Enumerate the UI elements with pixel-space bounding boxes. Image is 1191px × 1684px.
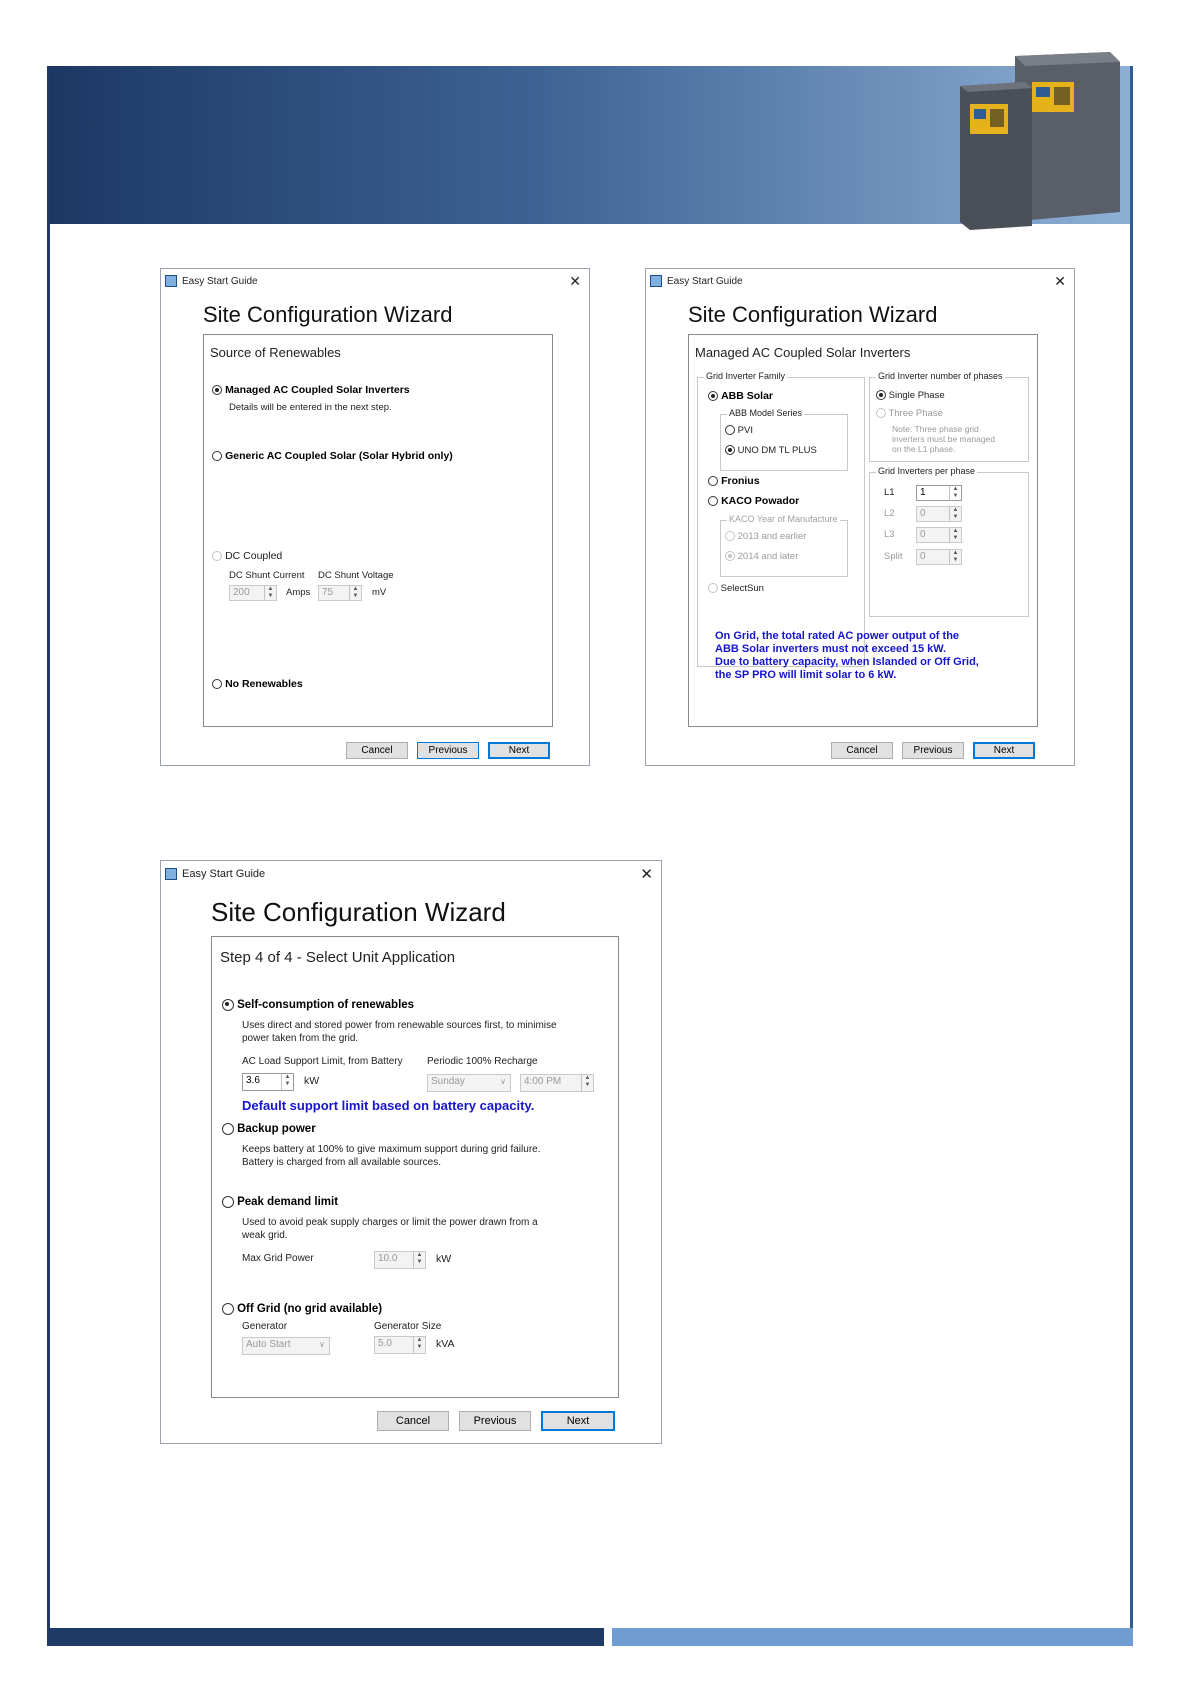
option-abb-solar[interactable]	[708, 390, 773, 402]
radio-disabled-icon	[725, 531, 735, 541]
wizard-heading: Site Configuration Wizard	[203, 302, 453, 327]
periodic-time-stepper	[520, 1074, 594, 1092]
kw-unit: kW	[304, 1075, 320, 1087]
option-pvi[interactable]	[725, 425, 753, 436]
input-value: 0	[920, 508, 926, 519]
warning-line: the SP PRO will limit solar to 6 kW.	[715, 669, 897, 681]
close-icon[interactable]: ✕	[1054, 272, 1066, 289]
option-label: Fronius	[721, 475, 760, 487]
group-label: KACO Year of Manufacture	[729, 514, 838, 524]
dc-shunt-voltage-label: DC Shunt Voltage	[318, 570, 394, 581]
input-value: 10.0	[378, 1253, 398, 1264]
option-peak-demand-limit[interactable]	[222, 1196, 338, 1208]
input-value: 3.6	[246, 1075, 260, 1086]
solar-limit-warning	[715, 630, 979, 682]
desc-line: power taken from the grid.	[242, 1033, 359, 1044]
sp-pro-inverter-image	[950, 52, 1130, 232]
group-label: ABB Model Series	[729, 408, 803, 418]
previous-button[interactable]: Previous	[902, 742, 964, 759]
option-label: 2013 and earlier	[737, 531, 807, 542]
warning-line: Due to battery capacity, when Islanded or Off Grid,	[715, 656, 979, 668]
spinner-arrows-icon: ▲ ▼	[949, 550, 961, 564]
spinner-arrows-icon: ▲ ▼	[949, 528, 961, 542]
radio-icon[interactable]	[725, 425, 735, 435]
group-label: Grid Inverter number of phases	[878, 371, 1003, 381]
option-label: No Renewables	[225, 678, 303, 690]
option-label: ABB Solar	[721, 390, 773, 402]
dc-shunt-current-input	[229, 585, 277, 601]
panel-title: Source of Renewables	[210, 345, 341, 360]
option-label: DC Coupled	[225, 550, 283, 562]
next-button[interactable]: Next	[973, 742, 1035, 759]
default-support-note: Default support limit based on battery capacity.	[242, 1098, 535, 1113]
footer-bar-right	[612, 1628, 1133, 1646]
generator-select	[242, 1337, 330, 1355]
cancel-button[interactable]: Cancel	[377, 1411, 449, 1431]
app-icon	[165, 275, 177, 287]
generator-size-stepper	[374, 1336, 426, 1354]
window-title: Easy Start Guide	[182, 275, 258, 287]
radio-icon[interactable]	[222, 1303, 234, 1315]
phases-group	[869, 371, 1029, 462]
title-bar	[161, 861, 661, 887]
max-grid-power-stepper	[374, 1251, 426, 1269]
desc-line: Battery is charged from all available sources.	[242, 1157, 441, 1168]
previous-button[interactable]: Previous	[459, 1411, 531, 1431]
option-fronius[interactable]	[708, 475, 760, 487]
spinner-arrows-icon[interactable]: ▲ ▼	[281, 1074, 293, 1090]
input-value: 0	[920, 529, 926, 540]
option-managed-ac[interactable]	[212, 384, 410, 396]
option-label: KACO Powador	[721, 495, 800, 507]
generator-size-label: Generator Size	[374, 1321, 442, 1332]
mv-unit: mV	[372, 587, 387, 598]
app-icon	[165, 868, 177, 880]
option-kaco-powador[interactable]	[708, 495, 799, 507]
chevron-down-icon: ∨	[500, 1077, 506, 1086]
spinner-arrows-icon: ▲ ▼	[413, 1337, 425, 1353]
option-off-grid[interactable]	[222, 1303, 382, 1315]
wizard-dialog-unit-application	[160, 860, 662, 1444]
footer-bar-left	[47, 1628, 604, 1646]
app-icon	[650, 275, 662, 287]
option-label: Self-consumption of renewables	[237, 999, 415, 1011]
option-label: Managed AC Coupled Solar Inverters	[225, 384, 410, 396]
max-grid-kw-unit: kW	[436, 1253, 452, 1265]
option-no-renewables[interactable]	[212, 678, 303, 690]
self-consumption-desc	[242, 1019, 557, 1045]
radio-icon[interactable]	[222, 1123, 234, 1135]
option-three-phase	[876, 408, 943, 419]
spinner-arrows-icon: ▲ ▼	[949, 507, 961, 521]
kva-unit: kVA	[436, 1338, 455, 1350]
panel-title: Managed AC Coupled Solar Inverters	[695, 345, 911, 360]
title-bar	[161, 269, 589, 293]
cancel-button[interactable]: Cancel	[831, 742, 893, 759]
wizard-heading: Site Configuration Wizard	[211, 897, 506, 927]
input-value: 4:00 PM	[524, 1076, 562, 1087]
warning-line: ABB Solar inverters must not exceed 15 kW.	[715, 643, 947, 655]
inverters-per-phase-group	[869, 466, 1029, 617]
l1-stepper[interactable]	[916, 485, 962, 501]
panel-title: Step 4 of 4 - Select Unit Application	[220, 949, 456, 966]
three-phase-note: Note: Three phase grid inverters must be managed on the L1 phase.	[892, 424, 995, 454]
amps-unit: Amps	[286, 587, 311, 598]
previous-button[interactable]: Previous	[417, 742, 479, 759]
option-2013-earlier	[725, 531, 806, 542]
backup-desc	[242, 1143, 541, 1169]
radio-disabled-icon	[876, 408, 886, 418]
radio-icon[interactable]	[212, 451, 222, 461]
radio-selected-icon[interactable]	[708, 391, 718, 401]
option-backup-power[interactable]	[222, 1123, 316, 1135]
ac-load-limit-stepper[interactable]	[242, 1073, 294, 1091]
close-icon[interactable]: ✕	[569, 272, 581, 289]
desc-line: Uses direct and stored power from renewable sources first, to minimise	[242, 1020, 557, 1031]
desc-line: Keeps battery at 100% to give maximum support during grid failure.	[242, 1144, 541, 1155]
inverter-family-group	[697, 371, 865, 667]
option-label: Off Grid (no grid available)	[237, 1303, 383, 1315]
select-value: Sunday	[431, 1076, 465, 1087]
option-label: UNO DM TL PLUS	[737, 445, 817, 456]
spinner-arrows-icon: ▲ ▼	[413, 1252, 425, 1268]
select-value: Auto Start	[246, 1339, 291, 1350]
option-single-phase[interactable]	[876, 390, 945, 401]
radio-disabled-icon	[725, 551, 735, 561]
dc-shunt-voltage-input	[318, 585, 362, 601]
l3-stepper	[916, 527, 962, 543]
radio-selected-icon[interactable]	[876, 390, 886, 400]
source-panel	[203, 334, 553, 727]
kaco-year-group	[720, 514, 848, 577]
periodic-day-select	[427, 1074, 511, 1092]
l3-label: L3	[884, 529, 895, 540]
input-value: 75	[322, 587, 334, 598]
max-grid-power-label: Max Grid Power	[242, 1253, 314, 1264]
input-value: 1	[920, 487, 926, 498]
title-bar	[646, 269, 1074, 293]
group-label: Grid Inverter Family	[706, 371, 786, 381]
radio-icon[interactable]	[708, 476, 718, 486]
window-title: Easy Start Guide	[667, 275, 743, 287]
option-2014-later	[725, 551, 798, 562]
option-label: PVI	[737, 425, 753, 436]
next-button[interactable]: Next	[488, 742, 550, 759]
option-self-consumption[interactable]	[222, 999, 414, 1011]
input-value: 5.0	[378, 1338, 392, 1349]
desc-line: weak grid.	[242, 1230, 288, 1241]
radio-selected-icon[interactable]	[222, 999, 234, 1011]
option-label: Generic AC Coupled Solar (Solar Hybrid only)	[225, 450, 453, 462]
option-uno-dm-tl-plus[interactable]	[725, 445, 817, 456]
option-generic-ac[interactable]	[212, 450, 453, 462]
ac-load-limit-label: AC Load Support Limit, from Battery	[242, 1056, 403, 1067]
periodic-recharge-label: Periodic 100% Recharge	[427, 1056, 538, 1067]
spinner-arrows-icon[interactable]: ▲ ▼	[949, 486, 961, 500]
option-detail: Details will be entered in the next step.	[229, 402, 392, 413]
option-label: SelectSun	[720, 583, 764, 594]
option-label: Three Phase	[888, 408, 943, 419]
radio-icon[interactable]	[212, 679, 222, 689]
input-value: 0	[920, 551, 926, 562]
l2-stepper	[916, 506, 962, 522]
warning-line: On Grid, the total rated AC power output of the	[715, 630, 960, 642]
radio-icon[interactable]	[708, 496, 718, 506]
generator-label: Generator	[242, 1321, 288, 1332]
option-label: Peak demand limit	[237, 1196, 339, 1208]
option-selectsun	[708, 583, 764, 594]
group-label: Grid Inverters per phase	[878, 466, 976, 476]
chevron-down-icon: ∨	[319, 1340, 325, 1349]
close-icon[interactable]: ✕	[640, 866, 653, 883]
spinner-arrows-icon: ▲ ▼	[349, 586, 361, 600]
split-label: Split	[884, 551, 903, 562]
spinner-arrows-icon: ▲ ▼	[581, 1075, 593, 1091]
window-title: Easy Start Guide	[182, 868, 266, 880]
wizard-dialog-source-of-renewables	[160, 268, 590, 766]
abb-model-series-group	[720, 408, 848, 471]
l1-label: L1	[884, 487, 895, 498]
radio-disabled-icon	[212, 551, 222, 561]
dc-shunt-current-label: DC Shunt Current	[229, 570, 305, 581]
cancel-button[interactable]: Cancel	[346, 742, 408, 759]
wizard-heading: Site Configuration Wizard	[688, 302, 938, 327]
wizard-dialog-managed-ac-inverters	[645, 268, 1075, 766]
desc-line: Used to avoid peak supply charges or limit the power drawn from a	[242, 1217, 538, 1228]
spinner-arrows-icon: ▲ ▼	[264, 586, 276, 600]
peak-desc	[242, 1216, 538, 1242]
option-label: 2014 and later	[737, 551, 799, 562]
input-value: 200	[233, 587, 250, 598]
radio-icon[interactable]	[222, 1196, 234, 1208]
option-dc-coupled	[212, 550, 282, 562]
radio-selected-icon[interactable]	[725, 445, 735, 455]
inverters-panel	[688, 334, 1038, 727]
split-stepper	[916, 549, 962, 565]
next-button[interactable]: Next	[541, 1411, 615, 1431]
radio-selected-icon[interactable]	[212, 385, 222, 395]
radio-disabled-icon	[708, 583, 718, 593]
option-label: Backup power	[237, 1123, 316, 1135]
unit-application-panel	[211, 936, 619, 1398]
l2-label: L2	[884, 508, 895, 519]
option-label: Single Phase	[888, 390, 945, 401]
